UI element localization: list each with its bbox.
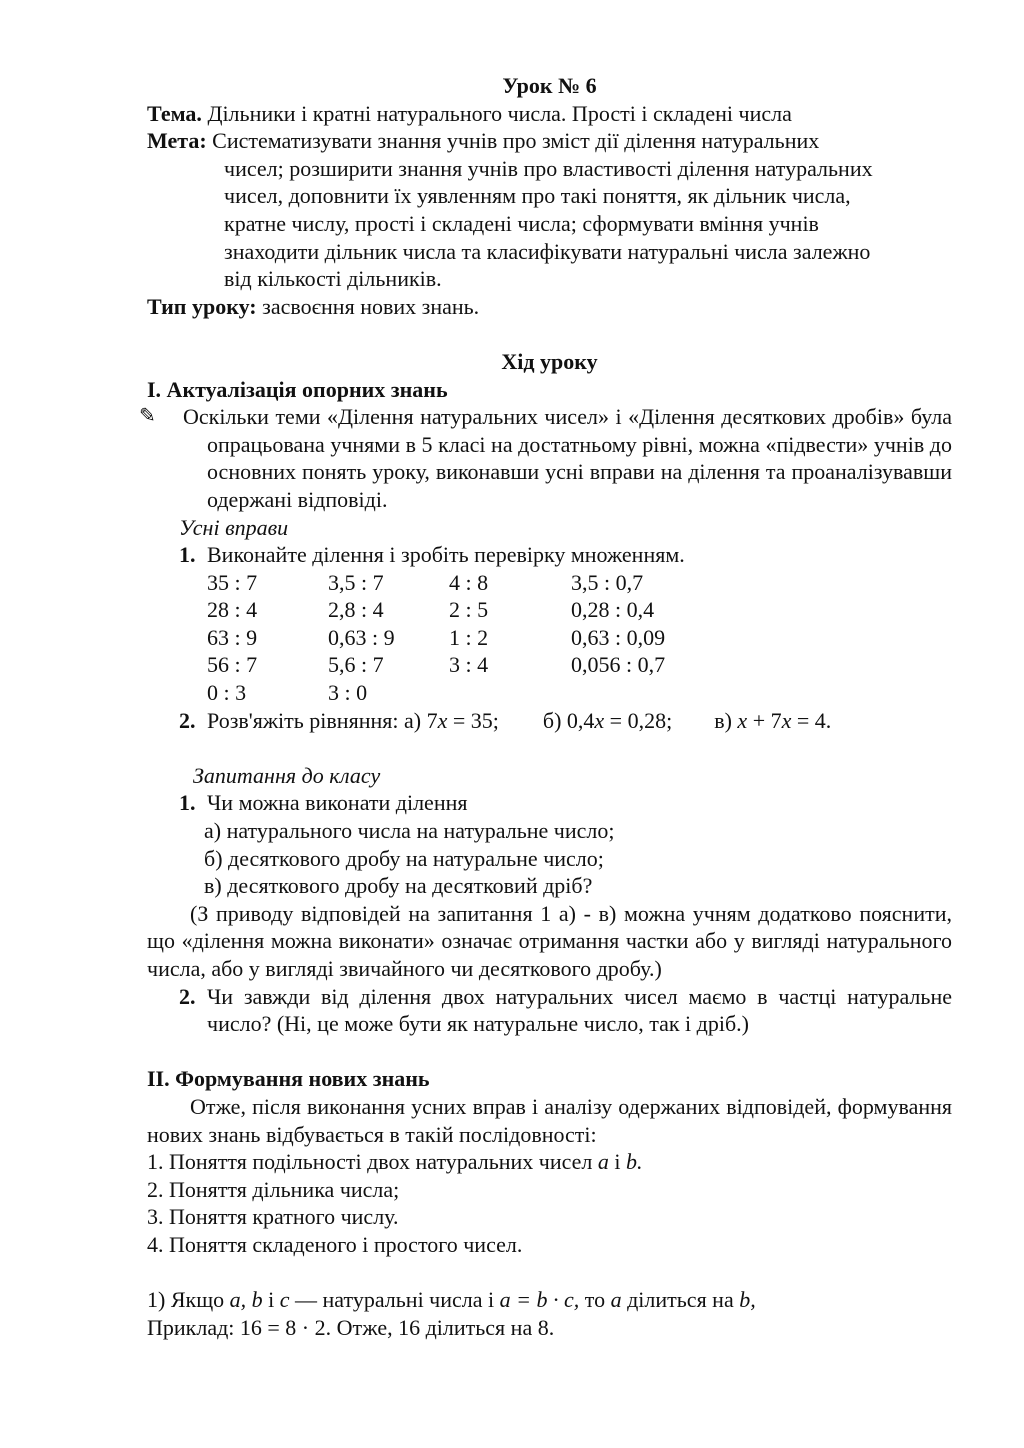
list-item-3: 3. Поняття кратного числу. bbox=[147, 1204, 399, 1230]
spacer bbox=[147, 1038, 952, 1066]
definition-text: 1) Якщо bbox=[147, 1287, 230, 1313]
question-1-number: 1. bbox=[179, 790, 196, 816]
table-cell: 5,6 : 7 bbox=[328, 652, 384, 678]
goal-line-5: знаходити дільник числа та класифікувати натуральні числа залежно bbox=[224, 238, 871, 264]
table-cell: 35 : 7 bbox=[207, 569, 258, 595]
list-item-text: 1. Поняття подільності двох натуральних чисел bbox=[147, 1149, 598, 1175]
table-cell: 3 : 4 bbox=[449, 652, 489, 678]
oral-exercises-label: Усні вправи bbox=[179, 514, 289, 540]
exercise-1-number: 1. bbox=[179, 542, 196, 568]
question-1-item-c: в) десяткового дробу на десятковий дріб? bbox=[204, 873, 593, 899]
definition-text: і bbox=[262, 1287, 280, 1313]
list-item-4: 4. Поняття складеного і простого чисел. bbox=[147, 1231, 523, 1257]
course-title: Хід уроку bbox=[501, 348, 598, 374]
section2-paragraph: Отже, після виконання усних вправ і аналізу одержаних відповідей, формування нових знань відбувається в такій послідовності: bbox=[147, 1093, 952, 1147]
exercise-1 bbox=[147, 541, 952, 569]
list-item-2: 2. Поняття дільника числа; bbox=[147, 1176, 400, 1202]
goal-text: Систематизувати знання учнів про зміст дії ділення натуральних bbox=[206, 128, 820, 154]
table-cell: 0 : 3 bbox=[207, 680, 247, 706]
spacer bbox=[147, 320, 952, 348]
lesson-type-text: засвоєння нових знань. bbox=[256, 293, 480, 319]
question-1-note: (З приводу відповідей на запитання 1 а) - в) можна учням додатково пояснити, що «ділення можна виконати» означає отримання частки або у вигляді натурального числа, або у вигляді звичайного чи десяткового дробу.) bbox=[147, 900, 952, 981]
variable-a: a bbox=[610, 1287, 622, 1313]
definition-text: то bbox=[579, 1287, 611, 1313]
question-1 bbox=[147, 789, 952, 817]
definition-text: — натуральні числа і bbox=[289, 1287, 500, 1313]
table-cell: 0,056 : 0,7 bbox=[571, 652, 666, 678]
division-table bbox=[207, 569, 771, 707]
exercise-2-number: 2. bbox=[179, 707, 196, 733]
definition-text: ділиться на bbox=[621, 1287, 740, 1313]
goal-line-4: кратне числу, прості і складені числа; сформувати вміння учнів bbox=[224, 210, 819, 236]
definition-line bbox=[147, 1286, 952, 1314]
equation-c: в) bbox=[714, 707, 738, 733]
spacer bbox=[147, 1259, 952, 1287]
goal-line-6: від кількості дільників. bbox=[224, 266, 442, 292]
section2-title: II. Формування нових знань bbox=[147, 1066, 430, 1092]
example-line: Приклад: 16 = 8 · 2. Отже, 16 ділиться на 8. bbox=[147, 1314, 555, 1340]
table-cell: 2,8 : 4 bbox=[328, 597, 384, 623]
topic-line bbox=[147, 100, 952, 128]
variable-a: a bbox=[597, 1149, 609, 1175]
topic-text: Дільники і кратні натурального числа. Прості і складені числа bbox=[201, 100, 792, 126]
equation-c-end: = 4. bbox=[791, 707, 832, 733]
table-cell bbox=[571, 679, 771, 707]
variable-x: x bbox=[737, 707, 748, 733]
table-cell: 3 : 0 bbox=[328, 680, 368, 706]
lesson-title: Урок № 6 bbox=[502, 73, 597, 98]
variable-b: b, bbox=[739, 1287, 756, 1313]
variable-c: c bbox=[279, 1287, 290, 1313]
lesson-type-line bbox=[147, 293, 952, 321]
question-1-text: Чи можна виконати ділення bbox=[207, 790, 468, 816]
question-2-text: Чи завжди від ділення двох натуральних чисел маємо в частці натуральне число? (Ні, це може бути як натуральне число, так і дріб.) bbox=[207, 983, 952, 1037]
variables-ab: a, b bbox=[229, 1287, 263, 1313]
table-cell: 0,28 : 0,4 bbox=[571, 597, 655, 623]
section1-title: I. Актуалізація опорних знань bbox=[147, 376, 448, 402]
goal-line-3: чисел, доповнити їх уявленням про такі поняття, як дільник числа, bbox=[224, 183, 851, 209]
variable-x: x bbox=[594, 707, 605, 733]
exercise-1-text: Виконайте ділення і зробіть перевірку множенням. bbox=[207, 542, 685, 568]
table-row bbox=[207, 624, 771, 652]
table-cell: 2 : 5 bbox=[449, 597, 489, 623]
goal-label: Мета: bbox=[147, 128, 207, 154]
document-page bbox=[139, 72, 952, 1341]
definition-equation: a = b · c, bbox=[499, 1287, 580, 1313]
table-cell: 28 : 4 bbox=[207, 597, 258, 623]
equation-b: б) 0,4 bbox=[542, 707, 595, 733]
table-cell: 56 : 7 bbox=[207, 652, 258, 678]
variable-b: b. bbox=[626, 1149, 643, 1175]
topic-label: Тема. bbox=[147, 100, 202, 126]
table-cell: 3,5 : 0,7 bbox=[571, 569, 644, 595]
table-cell: 63 : 9 bbox=[207, 624, 258, 650]
variable-x: x bbox=[781, 707, 792, 733]
spacer bbox=[147, 734, 952, 762]
variable-x: x bbox=[437, 707, 448, 733]
goal-line-2: чисел; розширити знання учнів про властивості ділення натуральних bbox=[224, 155, 873, 181]
section1-paragraph-block bbox=[139, 403, 952, 513]
equation-b-rest: = 0,28; bbox=[604, 707, 673, 733]
list-item-text: і bbox=[608, 1149, 627, 1175]
table-row bbox=[207, 679, 771, 707]
pencil-icon: ✎ bbox=[139, 405, 156, 428]
goal-line bbox=[147, 127, 952, 155]
question-1-item-a: а) натурального числа на натуральне число; bbox=[204, 818, 615, 844]
section1-paragraph: Оскільки теми «Ділення натуральних чисел» і «Ділення десяткових дробів» була опрацьована учнями в 5 класі на достатньому рівні, можна «підвести» учнів до основних понять уроку, виконавши усні вправи на ділення та проаналізувавши одержані відповіді. bbox=[183, 404, 952, 512]
lesson-type-label: Тип уроку: bbox=[147, 293, 257, 319]
equation-a-rest: = 35; bbox=[447, 707, 499, 733]
list-item-1 bbox=[147, 1148, 952, 1176]
question-1-item-b: б) десяткового дробу на натуральне число; bbox=[204, 845, 604, 871]
table-cell: 4 : 8 bbox=[449, 569, 489, 595]
table-row bbox=[207, 651, 771, 679]
table-row bbox=[207, 569, 771, 597]
exercise-2 bbox=[147, 707, 952, 735]
exercise-2-text: Розв'яжіть рівняння: а) 7 bbox=[207, 707, 438, 733]
question-2 bbox=[147, 983, 952, 1038]
table-cell: 3,5 : 7 bbox=[328, 569, 384, 595]
table-cell bbox=[449, 679, 571, 707]
table-row bbox=[207, 596, 771, 624]
table-cell: 0,63 : 0,09 bbox=[571, 624, 666, 650]
equation-c-rest: + 7 bbox=[747, 707, 782, 733]
table-cell: 1 : 2 bbox=[449, 624, 489, 650]
question-2-number: 2. bbox=[179, 983, 196, 1009]
questions-label: Запитання до класу bbox=[193, 762, 381, 788]
table-cell: 0,63 : 9 bbox=[328, 624, 395, 650]
